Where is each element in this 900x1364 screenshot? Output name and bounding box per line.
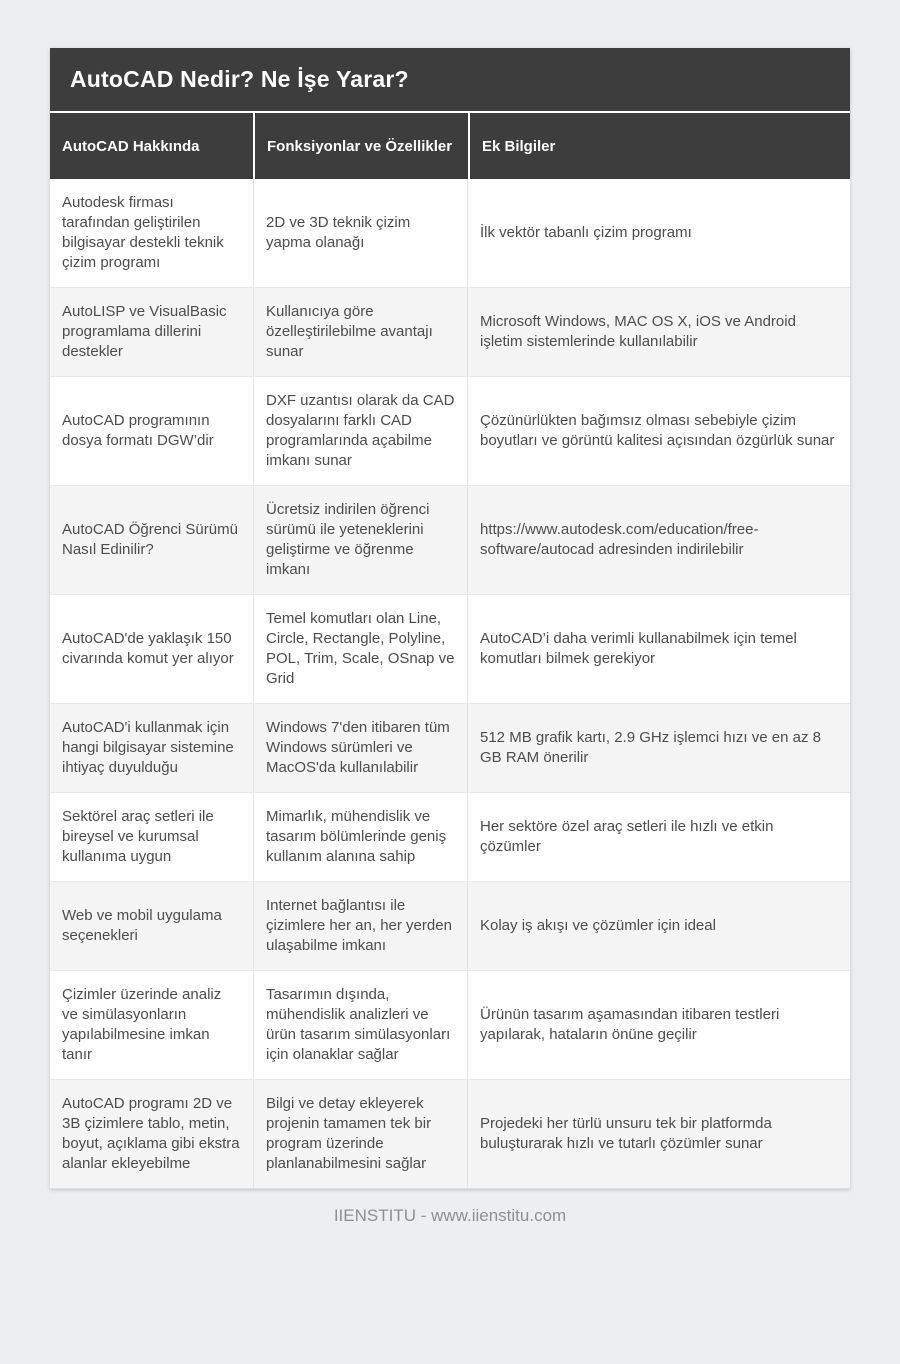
table-cell: Microsoft Windows, MAC OS X, iOS ve Android işletim sistemlerinde kullanılabilir	[468, 287, 850, 376]
table-row	[50, 970, 850, 1079]
autocad-info-card	[50, 48, 850, 1189]
column-header-autocad-hakkinda: AutoCAD Hakkında	[50, 113, 253, 179]
table-row	[50, 594, 850, 703]
table-cell: 2D ve 3D teknik çizim yapma olanağı	[254, 179, 468, 287]
column-header-fonksiyonlar-ve-ozellikler: Fonksiyonlar ve Özellikler	[255, 113, 468, 179]
table-cell: Web ve mobil uygulama seçenekleri	[50, 881, 254, 970]
table-cell: Her sektöre özel araç setleri ile hızlı ve etkin çözümler	[468, 792, 850, 881]
column-header-ek-bilgiler: Ek Bilgiler	[470, 113, 850, 179]
table-cell: https://www.autodesk.com/education/free-software/autocad adresinden indirilebilir	[468, 485, 850, 594]
table-cell: AutoCAD programı 2D ve 3B çizimlere tablo, metin, boyut, açıklama gibi ekstra alanlar ekleyebilme	[50, 1079, 254, 1188]
table-cell: Kolay iş akışı ve çözümler için ideal	[468, 881, 850, 970]
table-cell: Autodesk firması tarafından geliştirilen bilgisayar destekli teknik çizim programı	[50, 179, 254, 287]
table-cell: 512 MB grafik kartı, 2.9 GHz işlemci hızı ve en az 8 GB RAM önerilir	[468, 703, 850, 792]
table-cell: Projedeki her türlü unsuru tek bir platformda buluşturarak hızlı ve tutarlı çözümler sunar	[468, 1079, 850, 1188]
table-row	[50, 703, 850, 792]
table-row	[50, 1079, 850, 1188]
page	[0, 48, 900, 1364]
table-row	[50, 792, 850, 881]
table-cell: Windows 7'den itibaren tüm Windows sürümleri ve MacOS'da kullanılabilir	[254, 703, 468, 792]
table-cell: Temel komutları olan Line, Circle, Rectangle, Polyline, POL, Trim, Scale, OSnap ve Grid	[254, 594, 468, 703]
table-row	[50, 485, 850, 594]
table-cell: Bilgi ve detay ekleyerek projenin tamamen tek bir program üzerinde planlanabilmesini sağlar	[254, 1079, 468, 1188]
table-cell: Sektörel araç setleri ile bireysel ve kurumsal kullanıma uygun	[50, 792, 254, 881]
table-cell: Mimarlık, mühendislik ve tasarım bölümlerinde geniş kullanım alanına sahip	[254, 792, 468, 881]
table-cell: Ücretsiz indirilen öğrenci sürümü ile yeteneklerini geliştirme ve öğrenme imkanı	[254, 485, 468, 594]
table-row	[50, 881, 850, 970]
table-cell: AutoCAD programının dosya formatı DGW’dir	[50, 376, 254, 485]
table-cell: Kullanıcıya göre özelleştirilebilme avantajı sunar	[254, 287, 468, 376]
table-cell: AutoCAD’i daha verimli kullanabilmek için temel komutları bilmek gerekiyor	[468, 594, 850, 703]
table-cell: Çizimler üzerinde analiz ve simülasyonların yapılabilmesine imkan tanır	[50, 970, 254, 1079]
table-cell: İlk vektör tabanlı çizim programı	[468, 179, 850, 287]
table-row	[50, 179, 850, 287]
table-cell: AutoCAD Öğrenci Sürümü Nasıl Edinilir?	[50, 485, 254, 594]
footer-text: IIENSTITU - www.iienstitu.com	[333, 1206, 567, 1225]
table-cell: AutoCAD'i kullanmak için hangi bilgisayar sistemine ihtiyaç duyulduğu	[50, 703, 254, 792]
table-cell: Çözünürlükten bağımsız olması sebebiyle çizim boyutları ve görüntü kalitesi açısından özgürlük sunar	[468, 376, 850, 485]
table-row	[50, 376, 850, 485]
table-cell: Ürünün tasarım aşamasından itibaren testleri yapılarak, hataların önüne geçilir	[468, 970, 850, 1079]
table-cell: Internet bağlantısı ile çizimlere her an, her yerden ulaşabilme imkanı	[254, 881, 468, 970]
table-header-row	[50, 111, 850, 179]
table-cell: DXF uzantısı olarak da CAD dosyalarını farklı CAD programlarında açabilme imkanı sunar	[254, 376, 468, 485]
table-cell: AutoCAD'de yaklaşık 150 civarında komut yer alıyor	[50, 594, 254, 703]
table-body	[50, 179, 850, 1188]
page-title: AutoCAD Nedir? Ne İşe Yarar?	[50, 48, 850, 111]
table-row	[50, 287, 850, 376]
table-cell: AutoLISP ve VisualBasic programlama dillerini destekler	[50, 287, 254, 376]
table-cell: Tasarımın dışında, mühendislik analizleri ve ürün tasarım simülasyonları için olanaklar sağlar	[254, 970, 468, 1079]
